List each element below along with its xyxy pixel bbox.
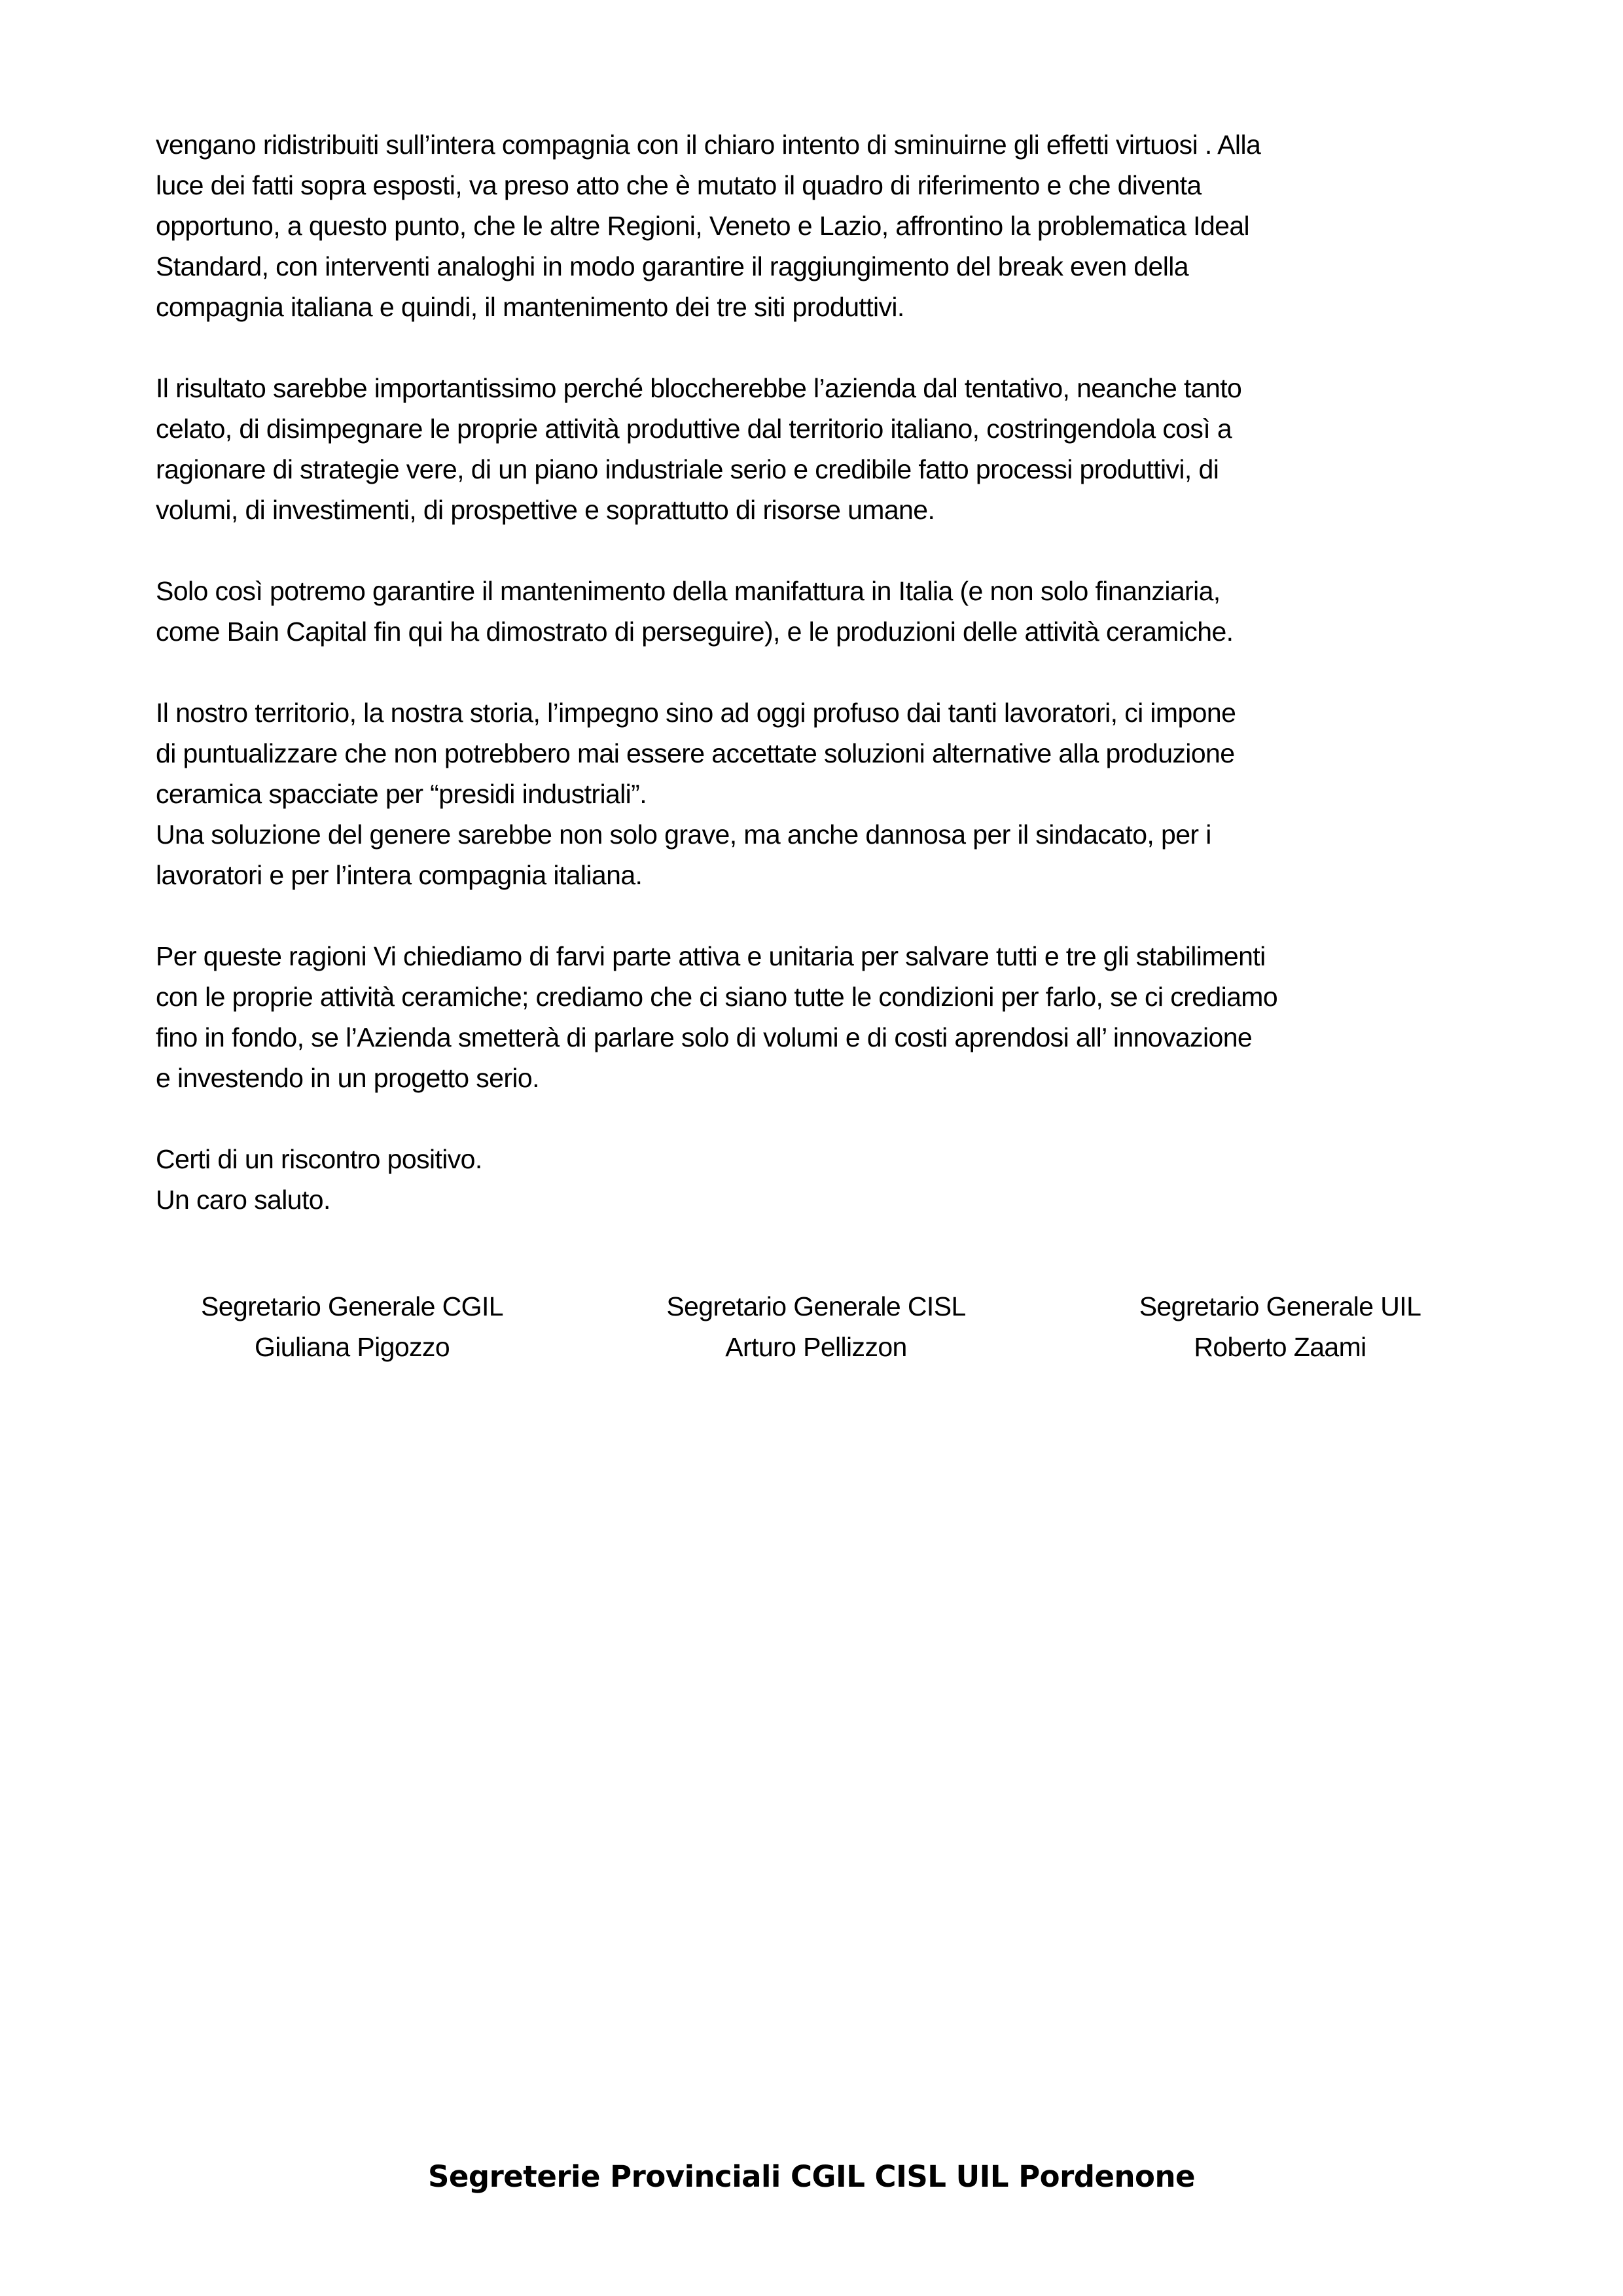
- text-line: come Bain Capital fin qui ha dimostrato di perseguire), e le produzioni delle attività ceramiche.: [156, 617, 1234, 647]
- text-line: celato, di disimpegnare le proprie attività produttive dal territorio italiano, costringendola così a: [156, 414, 1232, 444]
- closing-greeting: Un caro saluto.: [156, 1185, 330, 1215]
- letter-body: [156, 124, 1476, 1220]
- signature-cgil: [169, 1286, 535, 1367]
- footer-organization: Segreterie Provinciali CGIL CISL UIL Pordenone: [427, 2159, 1196, 2194]
- paragraph-2: [156, 368, 1476, 530]
- text-line: ceramica spacciate per “presidi industriali”.: [156, 779, 647, 809]
- signature-block: [156, 1286, 1476, 1367]
- signature-cisl: [633, 1286, 999, 1367]
- signature-name: Roberto Zaami: [1194, 1332, 1366, 1362]
- closing-line: Certi di un riscontro positivo.: [156, 1144, 482, 1174]
- text-line: opportuno, a questo punto, che le altre Regioni, Veneto e Lazio, affrontino la problematica Ideal: [156, 211, 1250, 241]
- text-line: vengano ridistribuiti sull’intera compagnia con il chiaro intento di sminuirne gli effetti virtuosi . Alla: [156, 130, 1261, 160]
- closing: [156, 1139, 1476, 1220]
- signature-role: Segretario Generale UIL: [1139, 1291, 1421, 1321]
- text-line: Solo così potremo garantire il mantenimento della manifattura in Italia (e non solo finanziaria,: [156, 576, 1221, 606]
- text-line: con le proprie attività ceramiche; crediamo che ci siano tutte le condizioni per farlo, se ci crediamo: [156, 982, 1278, 1012]
- text-line: compagnia italiana e quindi, il mantenimento dei tre siti produttivi.: [156, 292, 904, 322]
- signature-name: Arturo Pellizzon: [725, 1332, 907, 1362]
- signature-role: Segretario Generale CISL: [666, 1291, 966, 1321]
- text-line: Il risultato sarebbe importantissimo perché bloccherebbe l’azienda dal tentativo, neanche tanto: [156, 373, 1242, 403]
- signature-role: Segretario Generale CGIL: [201, 1291, 503, 1321]
- signature-name: Giuliana Pigozzo: [254, 1332, 450, 1362]
- text-line: Per queste ragioni Vi chiediamo di farvi parte attiva e unitaria per salvare tutti e tre gli stabilimenti: [156, 941, 1266, 971]
- text-line: Il nostro territorio, la nostra storia, l’impegno sino ad oggi profuso dai tanti lavoratori, ci impone: [156, 698, 1236, 728]
- text-line: di puntualizzare che non potrebbero mai essere accettate soluzioni alternative alla produzione: [156, 738, 1235, 768]
- paragraph-5: [156, 936, 1476, 1098]
- text-line: volumi, di investimenti, di prospettive e soprattutto di risorse umane.: [156, 495, 935, 525]
- paragraph-4: [156, 692, 1476, 895]
- text-line: e investendo in un progetto serio.: [156, 1063, 539, 1093]
- text-line: Standard, con interventi analoghi in modo garantire il raggiungimento del break even della: [156, 251, 1188, 281]
- paragraph-3: [156, 571, 1476, 652]
- text-line: Una soluzione del genere sarebbe non solo grave, ma anche dannosa per il sindacato, per i: [156, 819, 1211, 850]
- text-line: fino in fondo, se l’Azienda smetterà di parlare solo di volumi e di costi aprendosi all’ innovazione: [156, 1022, 1253, 1052]
- text-line: lavoratori e per l’intera compagnia italiana.: [156, 860, 643, 890]
- signature-uil: [1097, 1286, 1463, 1367]
- text-line: ragionare di strategie vere, di un piano industriale serio e credibile fatto processi produttivi, di: [156, 454, 1219, 484]
- paragraph-1: [156, 124, 1476, 327]
- text-line: luce dei fatti sopra esposti, va preso atto che è mutato il quadro di riferimento e che diventa: [156, 170, 1202, 200]
